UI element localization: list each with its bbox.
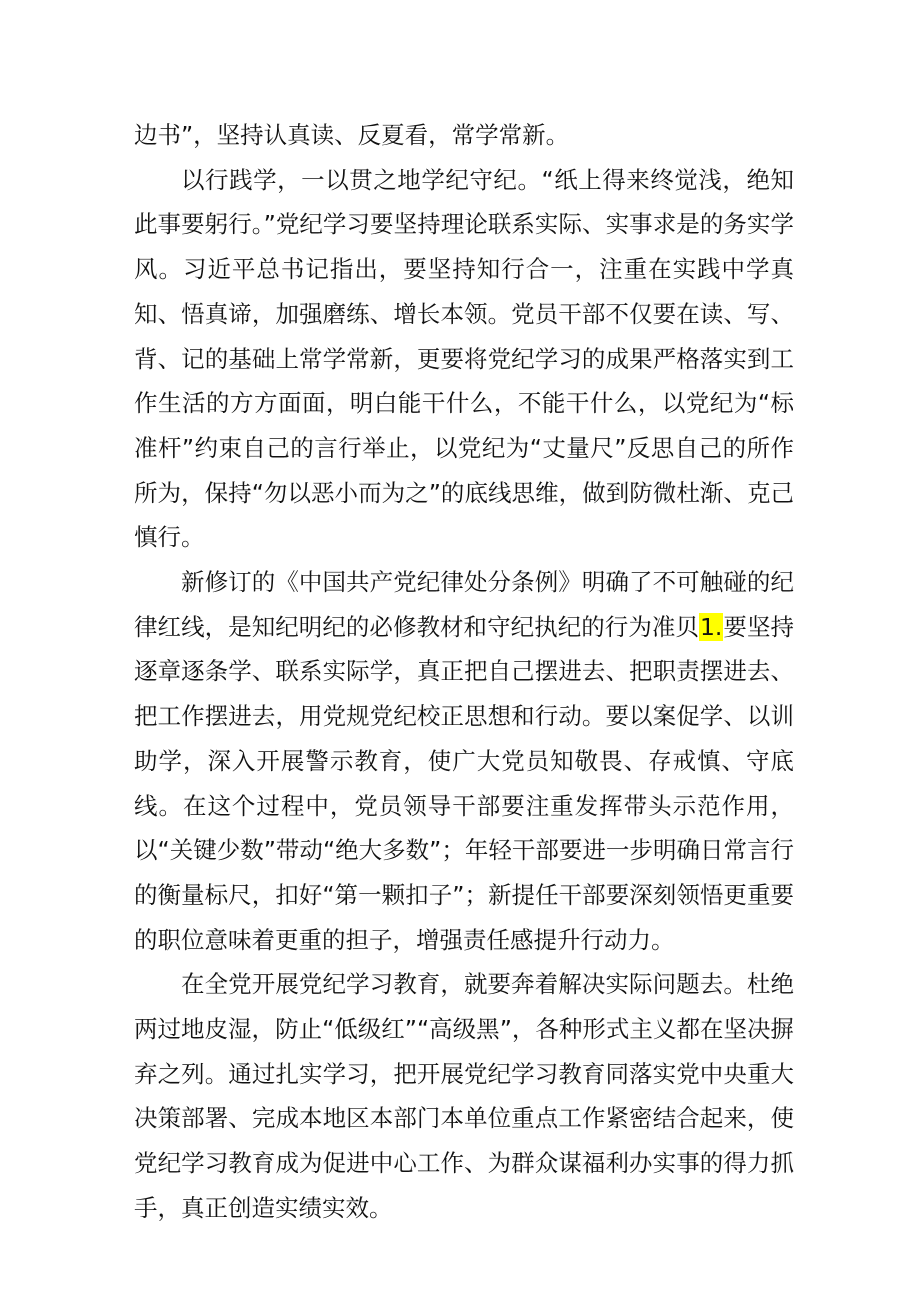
highlighted-number-marker: 1. [699,612,723,641]
paragraph-regulations-text-before: 新修订的《中国共产党纪律处分条例》明确了不可触碰的纪律红线，是知纪明纪的必修教材和守纪执纪的行为准贝 [134,568,794,641]
paragraph-continuation: 边书”，坚持认真读、反夏看，常学常新。 [134,121,570,149]
paragraph-practice: 以行践学，一以贯之地学纪守纪。“纸上得来终觉浅，绝知此事要躬行。”党纪学习要坚持理论联系实际、实事求是的务实学风。习近平总书记指出，要坚持知行合一，注重在实践中学真知、悟真谛，加强磨练、增长本领。党员干部不仅要在读、写、背、记的基础上常学常新，更要将党纪学习的成果严格落实到工作生活的方方面面，明白能干什么，不能干什么，以党纪为“标准杆”约束自己的言行举止，以党纪为“丈量尺”反思自己的所作所为，保持“勿以恶小而为之”的底线思维，做到防微杜渐、克己慎行。 [134,165,794,552]
paragraph-regulations [134,560,794,962]
document-body [134,113,794,1231]
paragraph-regulations-text-after: 要坚持逐章逐条学、联系实际学，真正把自己摆进去、把职责摆进去、把工作摆进去，用党规党纪校正思想和行动。要以案促学、以训助学，深入开展警示教育，使广大党员知敬畏、存戒慎、守底线。在这个过程中，党员领导干部要注重发挥带头示范作用，以“关键少数”带动“绝大多数”；年轻干部要进一步明确日常言行的衡量标尺，扣好“第一颗扣子”；新提任干部要深刻领悟更重要的职位意味着更重的担子，增强责任感提升行动力。 [134,612,795,954]
paragraph-problem-solving: 在全党开展党纪学习教育，就要奔着解决实际问题去。杜绝两过地皮湿，防止“低级红”“高级黑”，各种形式主义都在坚决摒弃之列。通过扎实学习，把开展党纪学习教育同落实党中央重大决策部署、完成本地区本部门本单位重点工作紧密结合起来，使党纪学习教育成为促进中心工作、为群众谋福利办实事的得力抓手，真正创造实绩实效。 [134,970,794,1222]
